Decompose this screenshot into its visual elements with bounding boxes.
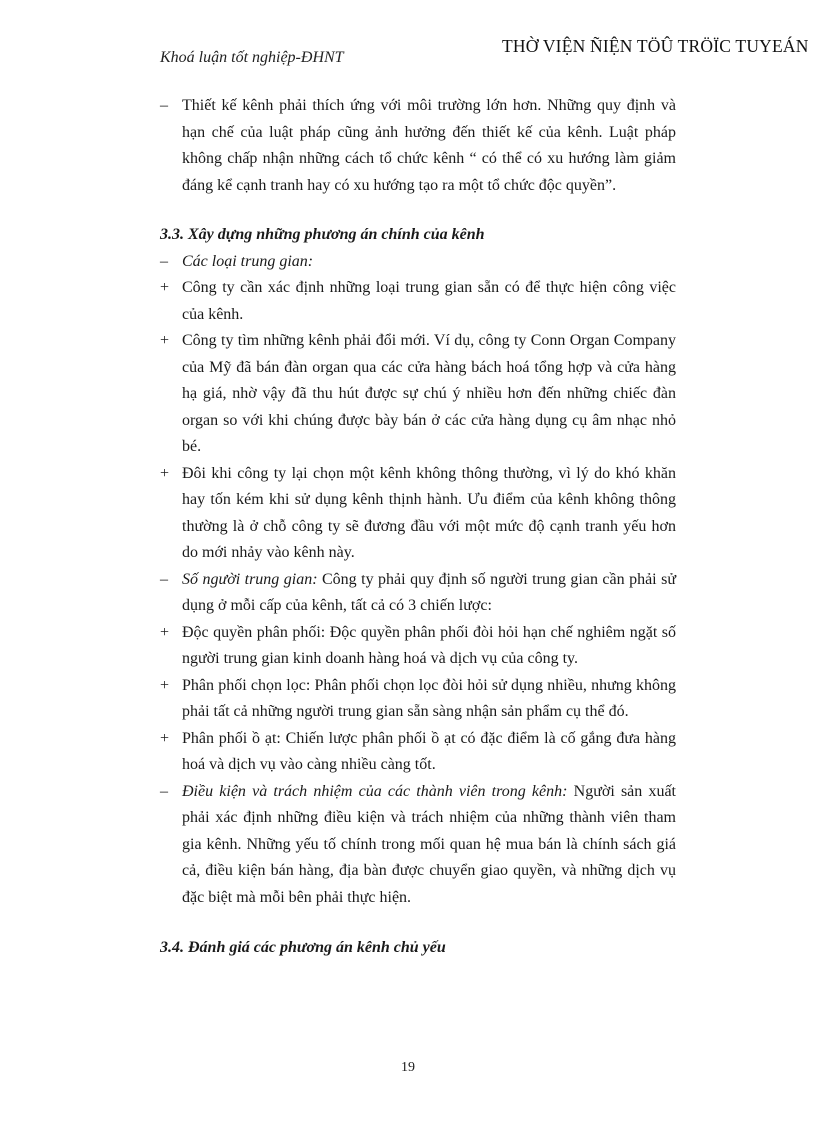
list-item xyxy=(160,328,676,461)
item-text: Công ty tìm những kênh phải đổi mới. Ví dụ, công ty Conn Organ Company của Mỹ đã bán đàn organ qua các cửa hàng bách hoá tổng hợp và cửa hàng hạ giá, nhờ vậy đã thu hút được sự chú ý nhiều hơn đến những chiếc đàn organ so với khi chúng được bày bán ở các cửa hàng dụng cụ âm nhạc nhỏ bé. xyxy=(182,332,676,455)
list-item xyxy=(160,461,676,567)
item-text: Phân phối chọn lọc: Phân phối chọn lọc đòi hỏi sử dụng nhiều, nhưng không phải tất cả những người trung gian sẵn sàng nhận sản phẩm cụ thể đó. xyxy=(182,676,676,720)
item-label: Số người trung gian: xyxy=(182,570,318,588)
plus-bullet: + xyxy=(160,279,170,296)
list-item xyxy=(160,567,676,620)
item-text: Người sản xuất phải xác định những điều kiện và trách nhiệm của những thành viên tham gia kênh. Những yếu tố chính trong mối quan hệ mua bán là chính sách giá cả, điều kiện bán hàng, địa bàn được chuyển giao quyền, và những dịch vụ đặc biệt mà mỗi bên phải thực hiện. xyxy=(182,782,676,906)
dash-bullet: – xyxy=(160,570,168,588)
item-label: Điều kiện và trách nhiệm của các thành viên trong kênh: xyxy=(182,782,568,800)
item-label: Các loại trung gian: xyxy=(182,252,314,270)
plus-bullet: + xyxy=(160,729,170,747)
item-text: Đôi khi công ty lại chọn một kênh không thông thường, vì lý do khó khăn hay tốn kém khi sử dụng kênh thịnh hành. Ưu điểm của kênh không thông thường là ở chỗ công ty sẽ đương đầu với một mức độ cạnh tranh yếu hơn do mới nhảy vào kênh này. xyxy=(182,464,676,561)
list-item xyxy=(160,275,676,328)
dash-bullet: – xyxy=(160,252,168,270)
item-text: Phân phối ồ ạt: Chiến lược phân phối ồ ạt có đặc điểm là cố gắng đưa hàng hoá và dịch vụ vào càng nhiều càng tốt. xyxy=(182,729,676,773)
section-heading-3-4: 3.4. Đánh giá các phương án kênh chủ yếu xyxy=(160,939,446,956)
plus-bullet: + xyxy=(160,332,170,349)
item-text: Độc quyền phân phối: Độc quyền phân phối đòi hỏi hạn chế nghiêm ngặt số người trung gian kinh doanh hàng hoá và dịch vụ của công ty. xyxy=(182,623,676,667)
page-body xyxy=(160,93,676,962)
list-item xyxy=(160,249,676,276)
section-heading-3-3: 3.3. Xây dựng những phương án chính của kênh xyxy=(160,226,485,243)
dash-bullet: – xyxy=(160,97,168,114)
plus-bullet: + xyxy=(160,676,170,694)
list-item xyxy=(160,673,676,726)
list-item xyxy=(160,726,676,779)
watermark-header: THỜ VIỆN ÑIỆN TÖÛ TRÖÏC TUYEÁN xyxy=(502,36,809,56)
list-item xyxy=(160,779,676,912)
dash-bullet: – xyxy=(160,782,168,800)
page-number: 19 xyxy=(401,1060,415,1075)
paragraph-text: Thiết kế kênh phải thích ứng với môi trường lớn hơn. Những quy định và hạn chế của luật pháp cũng ảnh hưởng đến thiết kế của kênh. Luật pháp không chấp nhận những cách tổ chức kênh “ có thể có xu hướng làm giảm đáng kể cạnh tranh hay có xu hướng tạo ra một tổ chức độc quyền”. xyxy=(182,97,676,194)
document-title: Khoá luận tốt nghiệp-ĐHNT xyxy=(160,49,344,66)
item-text: Công ty phải quy định số người trung gian cần phải sử dụng ở mỗi cấp của kênh, tất cả có 3 chiến lược: xyxy=(182,570,676,614)
plus-bullet: + xyxy=(160,623,170,641)
plus-bullet: + xyxy=(160,464,170,482)
item-text: Công ty cần xác định những loại trung gian sẵn có để thực hiện công việc của kênh. xyxy=(182,279,676,323)
list-item xyxy=(160,620,676,673)
list-item xyxy=(160,93,676,199)
